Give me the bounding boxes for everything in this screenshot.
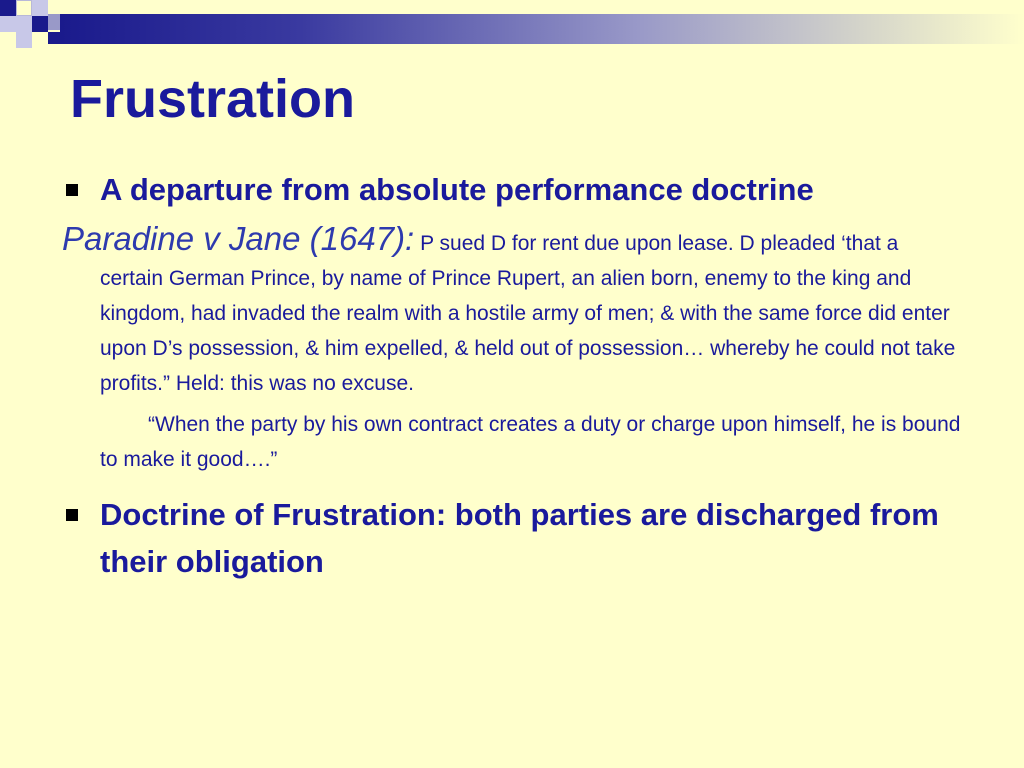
bullet-text: Doctrine of Frustration: both parties are discharged from their obligation [100,497,939,579]
deco-square [48,14,60,30]
deco-square [32,16,48,32]
bullet-item [62,491,962,585]
deco-square [16,32,32,48]
deco-square [32,0,48,16]
deco-square [48,32,60,44]
bullet-item [62,166,962,213]
deco-square [16,0,32,16]
deco-square [0,0,16,16]
deco-square [0,16,16,32]
case-quote: “When the party by his own contract creates a duty or charge upon himself, he is bound to make it good….” [100,413,961,471]
gradient-bar [60,14,1024,44]
slide-body [62,166,962,585]
case-name: Paradine v Jane (1647): [62,220,415,257]
square-bullet-icon [66,509,78,521]
bullet-text: A departure from absolute performance doctrine [100,172,814,207]
square-bullet-icon [66,184,78,196]
slide-title: Frustration [70,69,356,129]
case-summary: P sued D for rent due upon lease. D pleaded ‘that a certain German Prince, by name of Prince Rupert, an alien born, enemy to the king and kingdom, had invaded the realm with a hostile army of men; & with the same force did enter upon D’s possession, & him expelled, & held out of possession… whereby he could not take profits.” Held: this was no excuse. [100,232,956,395]
case-paragraph [62,221,962,401]
deco-square [16,16,32,32]
